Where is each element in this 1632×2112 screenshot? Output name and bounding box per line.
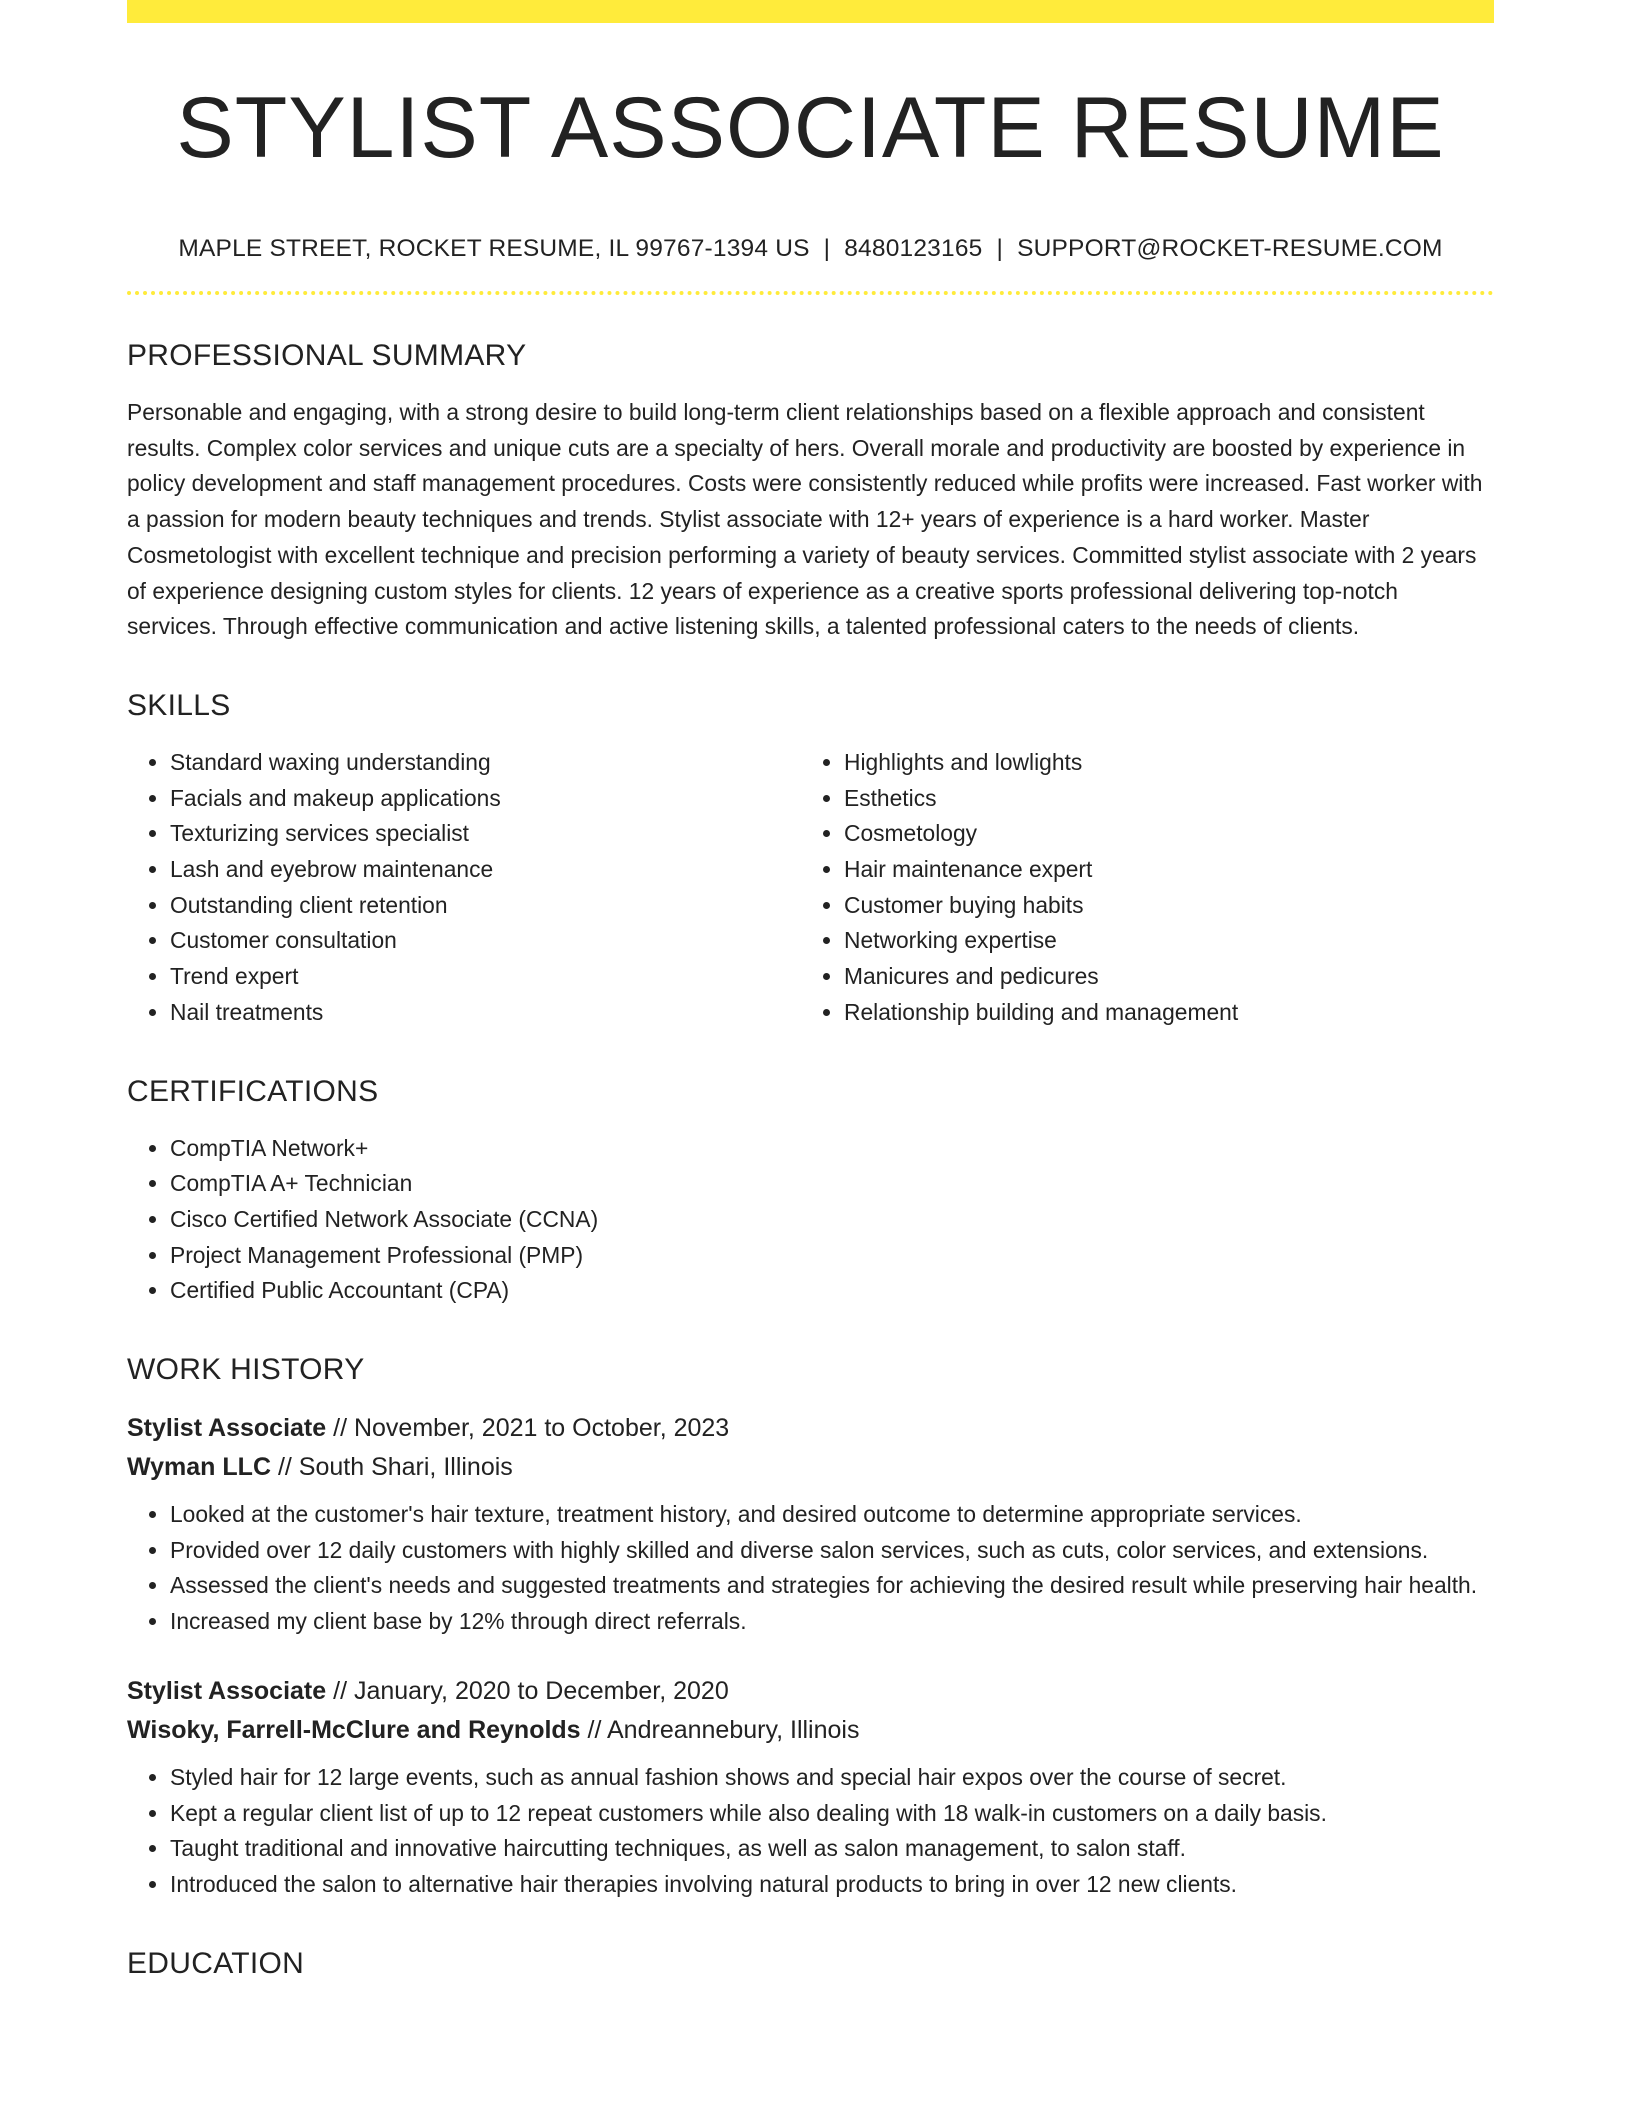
job-bullet: • Taught traditional and innovative haircutting techniques, as well as salon management, to salon staff. bbox=[170, 1831, 1494, 1867]
job-bullet: • Introduced the salon to alternative hair therapies involving natural products to bring in over 12 new clients. bbox=[170, 1867, 1494, 1903]
contact-separator: | bbox=[996, 235, 1004, 262]
job-bullet: • Looked at the customer's hair texture, treatment history, and desired outcome to determine appropriate services. bbox=[170, 1497, 1494, 1533]
skill-item: • Trend expert bbox=[170, 959, 801, 995]
skill-item: • Esthetics bbox=[844, 781, 1474, 817]
skill-item: • Highlights and lowlights bbox=[844, 745, 1474, 781]
certifications-heading: CERTIFICATIONS bbox=[127, 1074, 379, 1108]
skill-item: • Customer buying habits bbox=[844, 888, 1474, 924]
skill-item: • Networking expertise bbox=[844, 923, 1474, 959]
job-dates: // November, 2021 to October, 2023 bbox=[333, 1414, 730, 1443]
job-title-line bbox=[127, 1409, 1494, 1448]
job-location: // Andreannebury, Illinois bbox=[587, 1715, 860, 1744]
job-bullets bbox=[127, 1760, 1494, 1903]
phone: 8480123165 bbox=[844, 235, 983, 262]
certification-item: • CompTIA A+ Technician bbox=[170, 1166, 1494, 1202]
job-bullet: • Provided over 12 daily customers with highly skilled and diverse salon services, such as cuts, color services, and extensions. bbox=[170, 1533, 1494, 1569]
certification-item: • CompTIA Network+ bbox=[170, 1131, 1494, 1167]
job-company: Wisoky, Farrell-McClure and Reynolds bbox=[127, 1715, 581, 1744]
skill-item: • Outstanding client retention bbox=[170, 888, 801, 924]
skill-item: • Manicures and pedicures bbox=[844, 959, 1474, 995]
address: MAPLE STREET, ROCKET RESUME, IL 99767-1394 US bbox=[178, 235, 810, 262]
job-bullet: • Increased my client base by 12% through direct referrals. bbox=[170, 1604, 1494, 1640]
skills-list-left bbox=[127, 745, 801, 1031]
certification-item: • Cisco Certified Network Associate (CCNA) bbox=[170, 1202, 1494, 1238]
skill-item: • Nail treatments bbox=[170, 995, 801, 1031]
skills-heading: SKILLS bbox=[127, 688, 231, 722]
job-entry bbox=[127, 1409, 1494, 1640]
job-dates: // January, 2020 to December, 2020 bbox=[333, 1676, 729, 1705]
job-company-line bbox=[127, 1711, 1494, 1750]
job-bullet: • Kept a regular client list of up to 12 repeat customers while also dealing with 18 walk-in customers on a daily basis. bbox=[170, 1796, 1494, 1832]
summary-text: Personable and engaging, with a strong desire to build long-term client relationships based on a flexible approach and consistent results. Complex color services and unique cuts are a specialty of hers. Overall morale and productivity are boosted by experience in policy development and staff management procedures. Costs were consistently reduced while profits were increased. Fast worker with a passion for modern beauty techniques and trends. Stylist associate with 12+ years of experience is a hard worker. Master Cosmetologist with excellent technique and precision performing a variety of beauty services. Committed stylist associate with 2 years of experience designing custom styles for clients. 12 years of experience as a creative sports professional delivering top-notch services. Through effective communication and active listening skills, a talented professional caters to the needs of clients. bbox=[127, 399, 1483, 640]
skills-grid bbox=[127, 745, 1494, 1031]
work-history-heading: WORK HISTORY bbox=[127, 1353, 365, 1387]
email: SUPPORT@ROCKET-RESUME.COM bbox=[1017, 235, 1443, 262]
certification-item: • Project Management Professional (PMP) bbox=[170, 1238, 1494, 1274]
resume-page bbox=[127, 0, 1494, 2003]
job-bullet: • Styled hair for 12 large events, such as annual fashion shows and special hair expos over the course of secret. bbox=[170, 1760, 1494, 1796]
skill-item: • Facials and makeup applications bbox=[170, 781, 801, 817]
skill-item: • Lash and eyebrow maintenance bbox=[170, 852, 801, 888]
certifications-list bbox=[127, 1131, 1494, 1310]
job-company: Wyman LLC bbox=[127, 1453, 271, 1482]
contact-separator: | bbox=[823, 235, 831, 262]
skill-item: • Hair maintenance expert bbox=[844, 852, 1474, 888]
contact-line bbox=[127, 235, 1494, 263]
education-heading: EDUCATION bbox=[127, 1946, 305, 1980]
skill-item: • Texturizing services specialist bbox=[170, 816, 801, 852]
summary-heading: PROFESSIONAL SUMMARY bbox=[127, 339, 527, 372]
job-role: Stylist Associate bbox=[127, 1414, 327, 1443]
skill-item: • Cosmetology bbox=[844, 816, 1474, 852]
job-title-line bbox=[127, 1672, 1494, 1711]
job-entry bbox=[127, 1672, 1494, 1903]
certification-item: • Certified Public Accountant (CPA) bbox=[170, 1273, 1494, 1309]
skill-item: • Relationship building and management bbox=[844, 995, 1474, 1031]
dotted-divider bbox=[127, 291, 1494, 295]
job-role: Stylist Associate bbox=[127, 1676, 327, 1705]
job-bullets bbox=[127, 1497, 1494, 1640]
job-bullet: • Assessed the client's needs and suggested treatments and strategies for achieving the desired result while preserving hair health. bbox=[170, 1568, 1494, 1604]
skill-item: • Customer consultation bbox=[170, 923, 801, 959]
skills-list-right bbox=[801, 745, 1474, 1031]
skill-item: • Standard waxing understanding bbox=[170, 745, 801, 781]
job-location: // South Shari, Illinois bbox=[277, 1453, 513, 1482]
job-company-line bbox=[127, 1448, 1494, 1487]
accent-bar bbox=[127, 0, 1494, 23]
resume-title: STYLIST ASSOCIATE RESUME bbox=[176, 80, 1445, 176]
